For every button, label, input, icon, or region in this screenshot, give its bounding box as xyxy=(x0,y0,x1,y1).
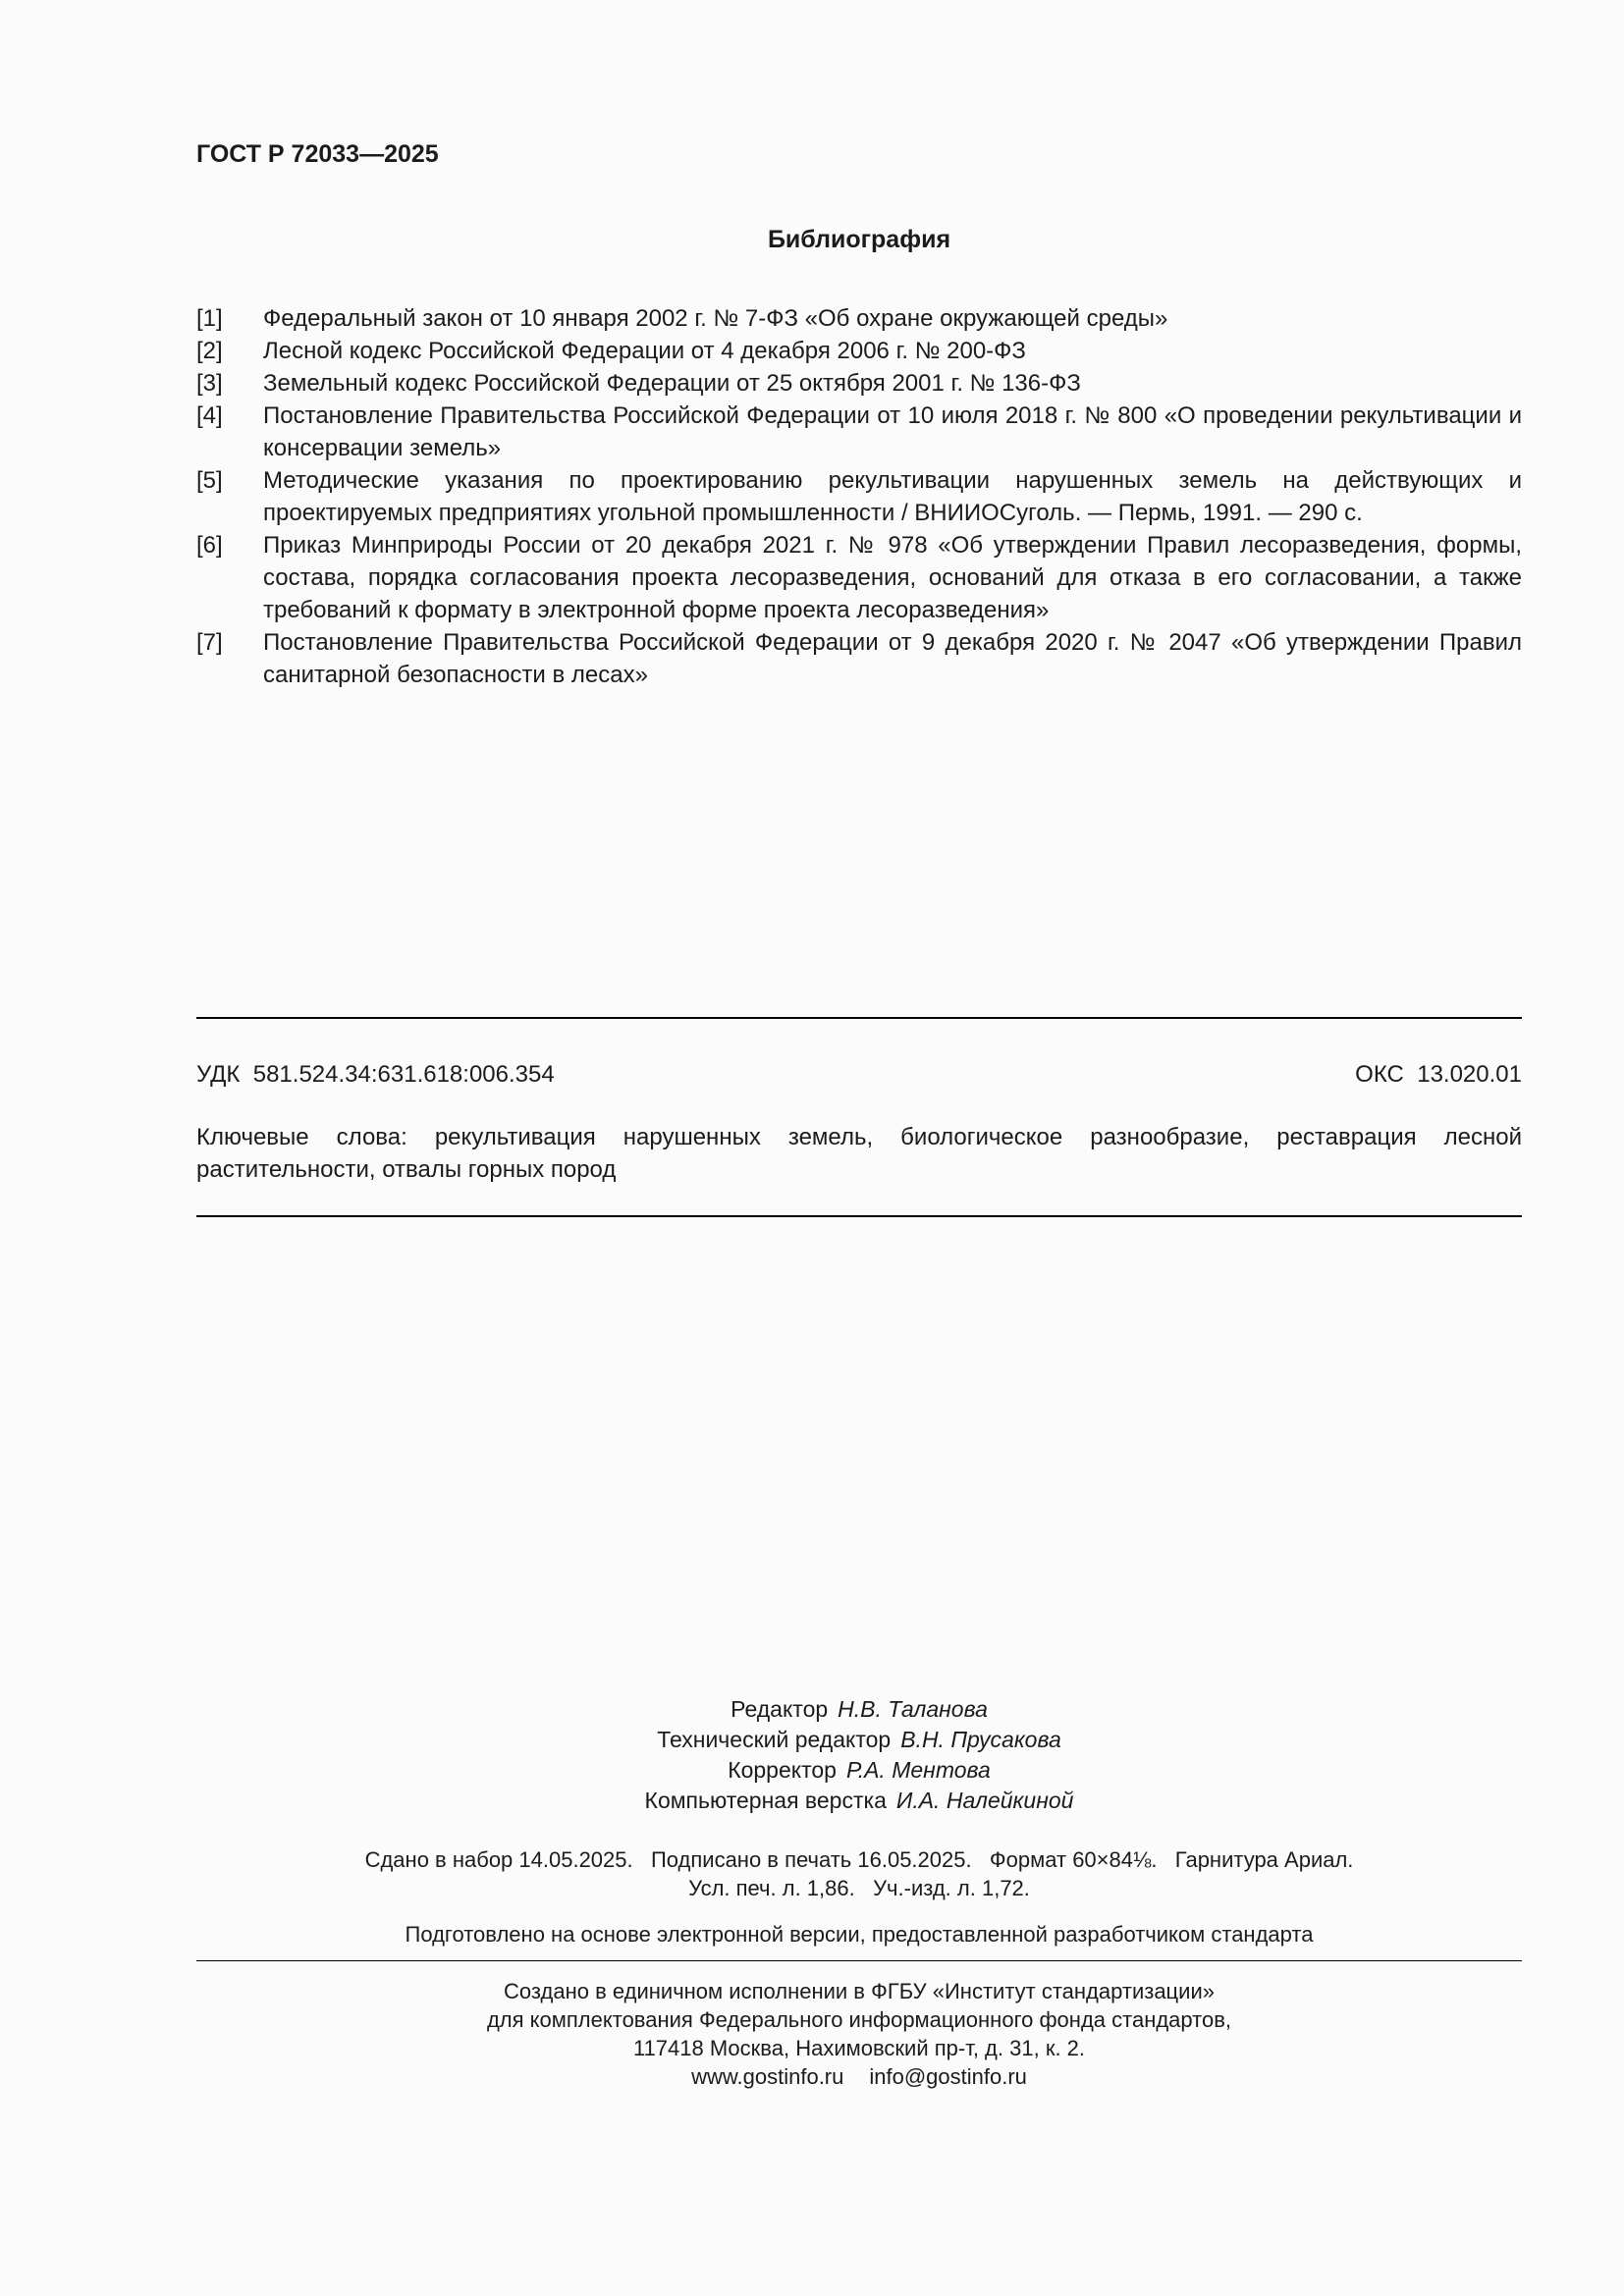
udk-code: УДК 581.524.34:631.618:006.354 xyxy=(196,1061,555,1088)
section-title: Библиография xyxy=(767,226,951,253)
bibliography-entry xyxy=(196,367,1522,400)
bibliography-entry xyxy=(196,529,1522,626)
publisher-contacts xyxy=(196,2062,1522,2091)
doc-code: ГОСТ Р 72033—2025 xyxy=(196,140,439,168)
staff-line xyxy=(196,1694,1522,1725)
entry-text: Федеральный закон от 10 января 2002 г. № 7-ФЗ «Об охране окружающей среды» xyxy=(263,305,1168,332)
staff-role: Редактор xyxy=(731,1696,829,1722)
bibliography-entry xyxy=(196,400,1522,464)
entry-number: [3] xyxy=(196,370,223,397)
publisher-line-1: Создано в единичном исполнении в ФГБУ «Институт стандартизации» xyxy=(504,1979,1215,2003)
editorial-staff xyxy=(196,1694,1522,1816)
print-line-2: Усл. печ. л. 1,86. Уч.-изд. л. 1,72. xyxy=(688,1876,1030,1900)
print-details xyxy=(196,1845,1522,1902)
staff-name: Н.В. Таланова xyxy=(838,1696,988,1722)
staff-line xyxy=(196,1755,1522,1786)
entry-text: Земельный кодекс Российской Федерации от 25 октября 2001 г. № 136-ФЗ xyxy=(263,370,1081,397)
divider-thin xyxy=(196,1960,1522,1961)
staff-role: Технический редактор xyxy=(657,1727,892,1752)
oks-code: ОКС 13.020.01 xyxy=(1355,1061,1522,1088)
entry-number: [1] xyxy=(196,305,223,332)
bibliography-list xyxy=(196,302,1522,691)
bibliography-entry xyxy=(196,302,1522,335)
entry-text: Постановление Правительства Российской Федерации от 10 июля 2018 г. № 800 «О проведении рекультивации и консервации земель» xyxy=(263,402,1522,461)
staff-role: Компьютерная верстка xyxy=(644,1788,887,1813)
entry-number: [5] xyxy=(196,467,223,494)
email-link: info@gostinfo.ru xyxy=(869,2064,1027,2089)
staff-line xyxy=(196,1786,1522,1816)
bibliography-entry xyxy=(196,335,1522,367)
classification-row xyxy=(196,1060,1522,1090)
staff-name: В.Н. Прусакова xyxy=(900,1727,1061,1752)
staff-role: Корректор xyxy=(728,1757,837,1783)
entry-number: [6] xyxy=(196,532,223,559)
entry-text: Методические указания по проектированию рекультивации нарушенных земель на действующих и проектируемых предприятиях угольной промышленности / ВНИИОСуголь. — Пермь, 1991. — 290 с. xyxy=(263,467,1522,526)
entry-text: Лесной кодекс Российской Федерации от 4 декабря 2006 г. № 200-ФЗ xyxy=(263,338,1026,364)
print-line-1: Сдано в набор 14.05.2025. Подписано в печать 16.05.2025. Формат 60×84⅛. Гарнитура Ариал. xyxy=(364,1847,1354,1872)
entry-number: [4] xyxy=(196,402,223,429)
keywords: Ключевые слова: рекультивация нарушенных земель, биологическое разнообразие, реставрация лесной растительности, отвалы горных пород xyxy=(196,1124,1522,1183)
entry-number: [7] xyxy=(196,629,223,656)
publisher-footer xyxy=(196,1977,1522,2091)
prepared-note: Подготовлено на основе электронной версии, предоставленной разработчиком стандарта xyxy=(405,1922,1314,1947)
entry-text: Постановление Правительства Российской Федерации от 9 декабря 2020 г. № 2047 «Об утверждении Правил санитарной безопасности в лесах» xyxy=(263,629,1522,688)
publisher-line-2: для комплектования Федерального информационного фонда стандартов, xyxy=(486,2007,1232,2032)
divider-top xyxy=(196,1017,1522,1019)
staff-name: И.А. Налейкиной xyxy=(895,1788,1074,1813)
publisher-address: 117418 Москва, Нахимовский пр-т, д. 31, к. 2. xyxy=(632,2036,1086,2060)
website-link: www.gostinfo.ru xyxy=(691,2064,844,2089)
staff-name: Р.А. Ментова xyxy=(845,1757,991,1783)
bibliography-entry xyxy=(196,464,1522,529)
entry-text: Приказ Минприроды России от 20 декабря 2021 г. № 978 «Об утверждении Правил лесоразведения, формы, состава, порядка согласования проекта лесоразведения, оснований для отказа в его согласовании, а также требований к формату в электронной форме проекта лесоразведения» xyxy=(263,532,1522,623)
divider-bottom xyxy=(196,1215,1522,1217)
staff-line xyxy=(196,1725,1522,1755)
entry-number: [2] xyxy=(196,338,223,364)
bibliography-entry xyxy=(196,626,1522,691)
